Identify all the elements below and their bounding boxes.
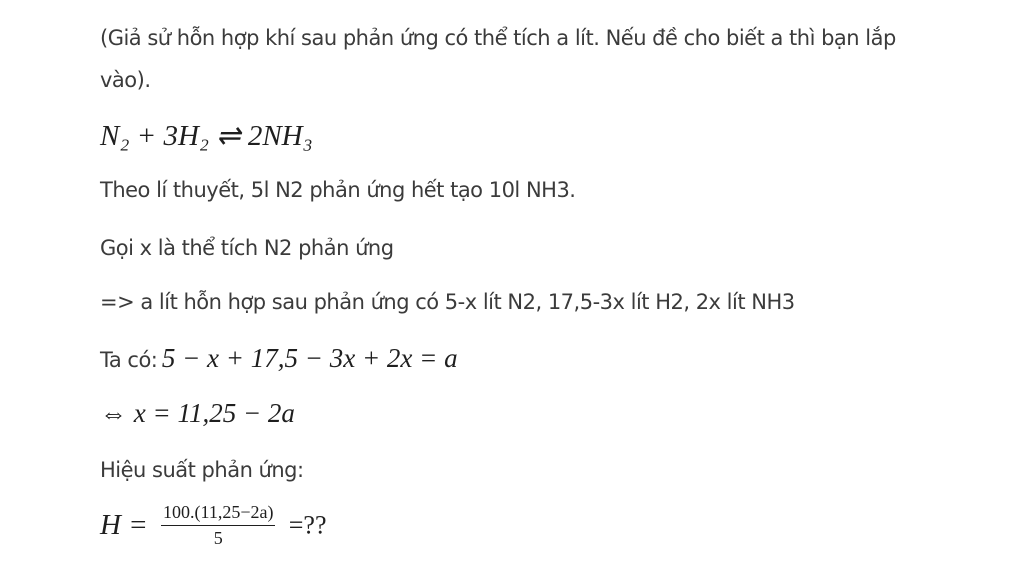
formula-lhs: H = <box>100 509 148 541</box>
intro-text-line-2: vào). <box>100 68 151 92</box>
efficiency-label: Hiệu suất phản ứng: <box>100 458 304 482</box>
formula-numerator: 100.(11,25−2a) <box>161 502 275 526</box>
formula-denominator: 5 <box>213 528 223 548</box>
ta-co-line <box>100 343 458 374</box>
reaction-equation <box>100 118 313 153</box>
mixture-text: => a lít hỗn hợp sau phản ứng có 5-x lít N2, 17,5-3x lít H2, 2x lít NH3 <box>100 290 795 314</box>
theory-text: Theo lí thuyết, 5l N2 phản ứng hết tạo 10l NH3. <box>100 178 576 202</box>
efficiency-formula <box>100 502 326 549</box>
ta-co-equation: 5 − x + 17,5 − 3x + 2x = a <box>161 343 458 373</box>
solve-equation: ⇔ x = 11,25 − 2a <box>100 398 295 428</box>
define-x-text: Gọi x là thể tích N2 phản ứng <box>100 236 394 260</box>
reaction-equation-text: N₂ + 3H₂ ⇌ 2NH₃ <box>100 120 313 152</box>
intro-text-line-1: (Giả sử hỗn hợp khí sau phản ứng có thể tích a lít. Nếu đề cho biết a thì bạn lắp <box>100 26 896 50</box>
formula-rhs: =?? <box>288 510 327 540</box>
ta-co-label: Ta có: <box>100 348 158 372</box>
formula-fraction <box>161 502 275 549</box>
